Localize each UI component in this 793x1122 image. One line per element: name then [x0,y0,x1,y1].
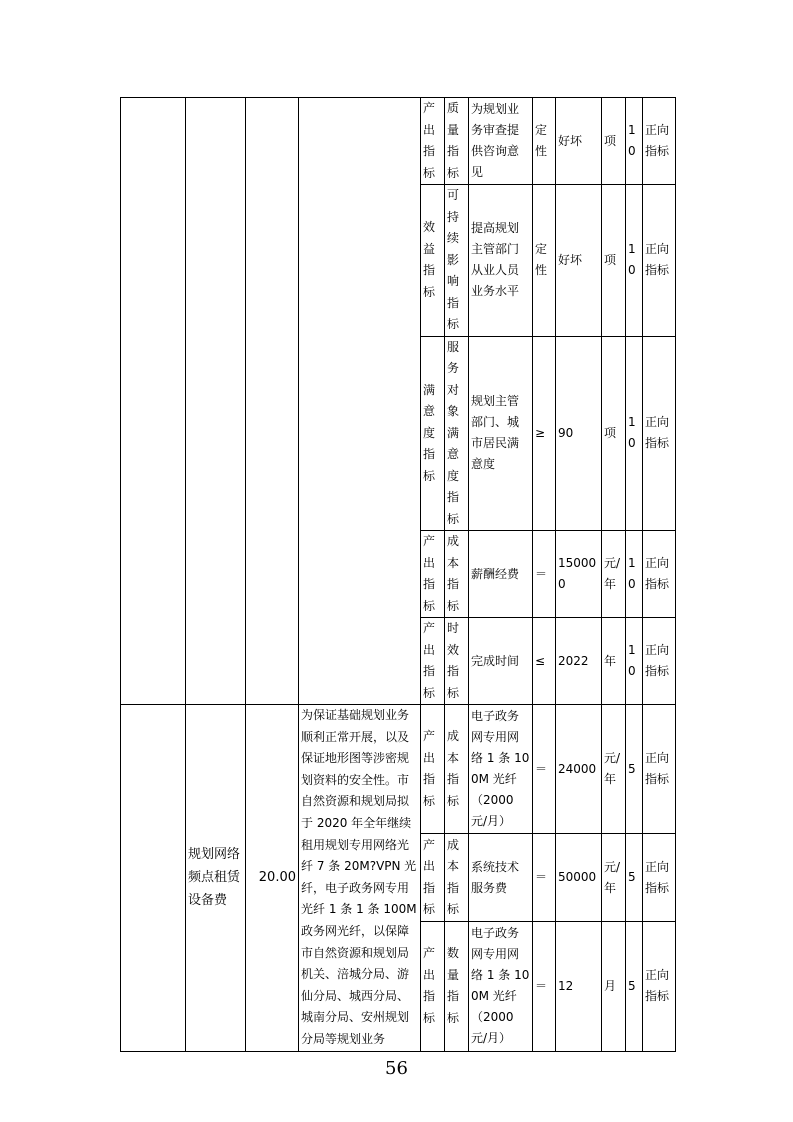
indicator-unit: 元/年 [602,834,626,922]
indicator-operator: ＝ [533,705,556,834]
indicator-value: 2022 [556,618,602,705]
level1-indicator: 产出指标 [421,618,445,705]
page-number: 56 [385,1058,408,1079]
indicator-unit: 元/年 [602,531,626,618]
indicator-operator: 定性 [533,98,556,185]
project-amount-cell [246,98,299,705]
indicator-weight: 5 [626,922,643,1051]
indicator-value: 12 [556,922,602,1051]
indicator-operator: ＝ [533,531,556,618]
indicator-direction: 正向指标 [643,185,676,337]
level1-indicator: 产出指标 [421,531,445,618]
level1-indicator: 产出指标 [421,705,445,834]
dept-cell [121,98,186,705]
indicator-direction: 正向指标 [643,922,676,1051]
project-name: 规划网络频点租赁设备费 [186,705,246,1052]
indicator-value: 24000 [556,705,602,834]
project-description-cell [299,98,421,705]
indicator-direction: 正向指标 [643,705,676,834]
performance-table [120,97,676,1052]
indicator-unit: 月 [602,922,626,1051]
level2-indicator: 服务对象满意度指标 [445,336,469,531]
indicator-value: 90 [556,336,602,531]
indicator-unit: 项 [602,98,626,185]
indicator-value: 好坏 [556,98,602,185]
indicator-direction: 正向指标 [643,98,676,185]
indicator-unit: 元/年 [602,705,626,834]
dept-cell [121,705,186,1052]
indicator-weight: 5 [626,834,643,922]
level1-indicator: 产出指标 [421,98,445,185]
indicator-weight: 5 [626,705,643,834]
level2-indicator: 质量指标 [445,98,469,185]
indicator-name: 为规划业务审查提供咨询意见 [469,98,533,185]
indicator-weight: 10 [626,185,643,337]
indicator-unit: 年 [602,618,626,705]
project-amount: 20.00 [246,705,299,1052]
indicator-direction: 正向指标 [643,531,676,618]
indicator-unit: 项 [602,336,626,531]
level2-indicator: 数量指标 [445,922,469,1051]
level1-indicator: 满意度指标 [421,336,445,531]
level2-indicator: 成本指标 [445,531,469,618]
indicator-weight: 10 [626,336,643,531]
level1-indicator: 产出指标 [421,922,445,1051]
level1-indicator: 产出指标 [421,834,445,922]
indicator-operator: ≤ [533,618,556,705]
indicator-direction: 正向指标 [643,834,676,922]
indicator-name: 电子政务网专用网络 1 条 100M 光纤（2000 元/月） [469,705,533,834]
indicator-operator: 定性 [533,185,556,337]
indicator-unit: 项 [602,185,626,337]
indicator-direction: 正向指标 [643,336,676,531]
project-description: 为保证基础规划业务顺利正常开展，以及保证地形图等涉密规划资料的安全性。市自然资源和规划局拟于 2020 年全年继续租用规划专用网络光纤 7 条 20M?VPN 光纤，电子政务网专用光纤 1 条 1 条 100M 政务网光纤，以保障市自然资源和规划局机关、涪城分局、游仙分局、城西分局、城南分局、安州规划分局等规划业务 [299,705,421,1052]
indicator-operator: ≥ [533,336,556,531]
indicator-name: 电子政务网专用网络 1 条 100M 光纤（2000 元/月） [469,922,533,1051]
indicator-name: 薪酬经费 [469,531,533,618]
project-name-cell [186,98,246,705]
indicator-value: 50000 [556,834,602,922]
level1-indicator: 效益指标 [421,185,445,337]
level2-indicator: 成本指标 [445,705,469,834]
indicator-value: 150000 [556,531,602,618]
level2-indicator: 成本指标 [445,834,469,922]
level2-indicator: 可持续影响指标 [445,185,469,337]
indicator-weight: 10 [626,98,643,185]
indicator-name: 规划主管部门、城市居民满意度 [469,336,533,531]
indicator-name: 提高规划主管部门从业人员业务水平 [469,185,533,337]
indicator-weight: 10 [626,618,643,705]
indicator-operator: ＝ [533,922,556,1051]
indicator-direction: 正向指标 [643,618,676,705]
indicator-value: 好坏 [556,185,602,337]
table-row [121,98,676,185]
indicator-operator: ＝ [533,834,556,922]
level2-indicator: 时效指标 [445,618,469,705]
table-row [121,705,676,834]
indicator-name: 系统技术服务费 [469,834,533,922]
indicator-weight: 10 [626,531,643,618]
indicator-name: 完成时间 [469,618,533,705]
